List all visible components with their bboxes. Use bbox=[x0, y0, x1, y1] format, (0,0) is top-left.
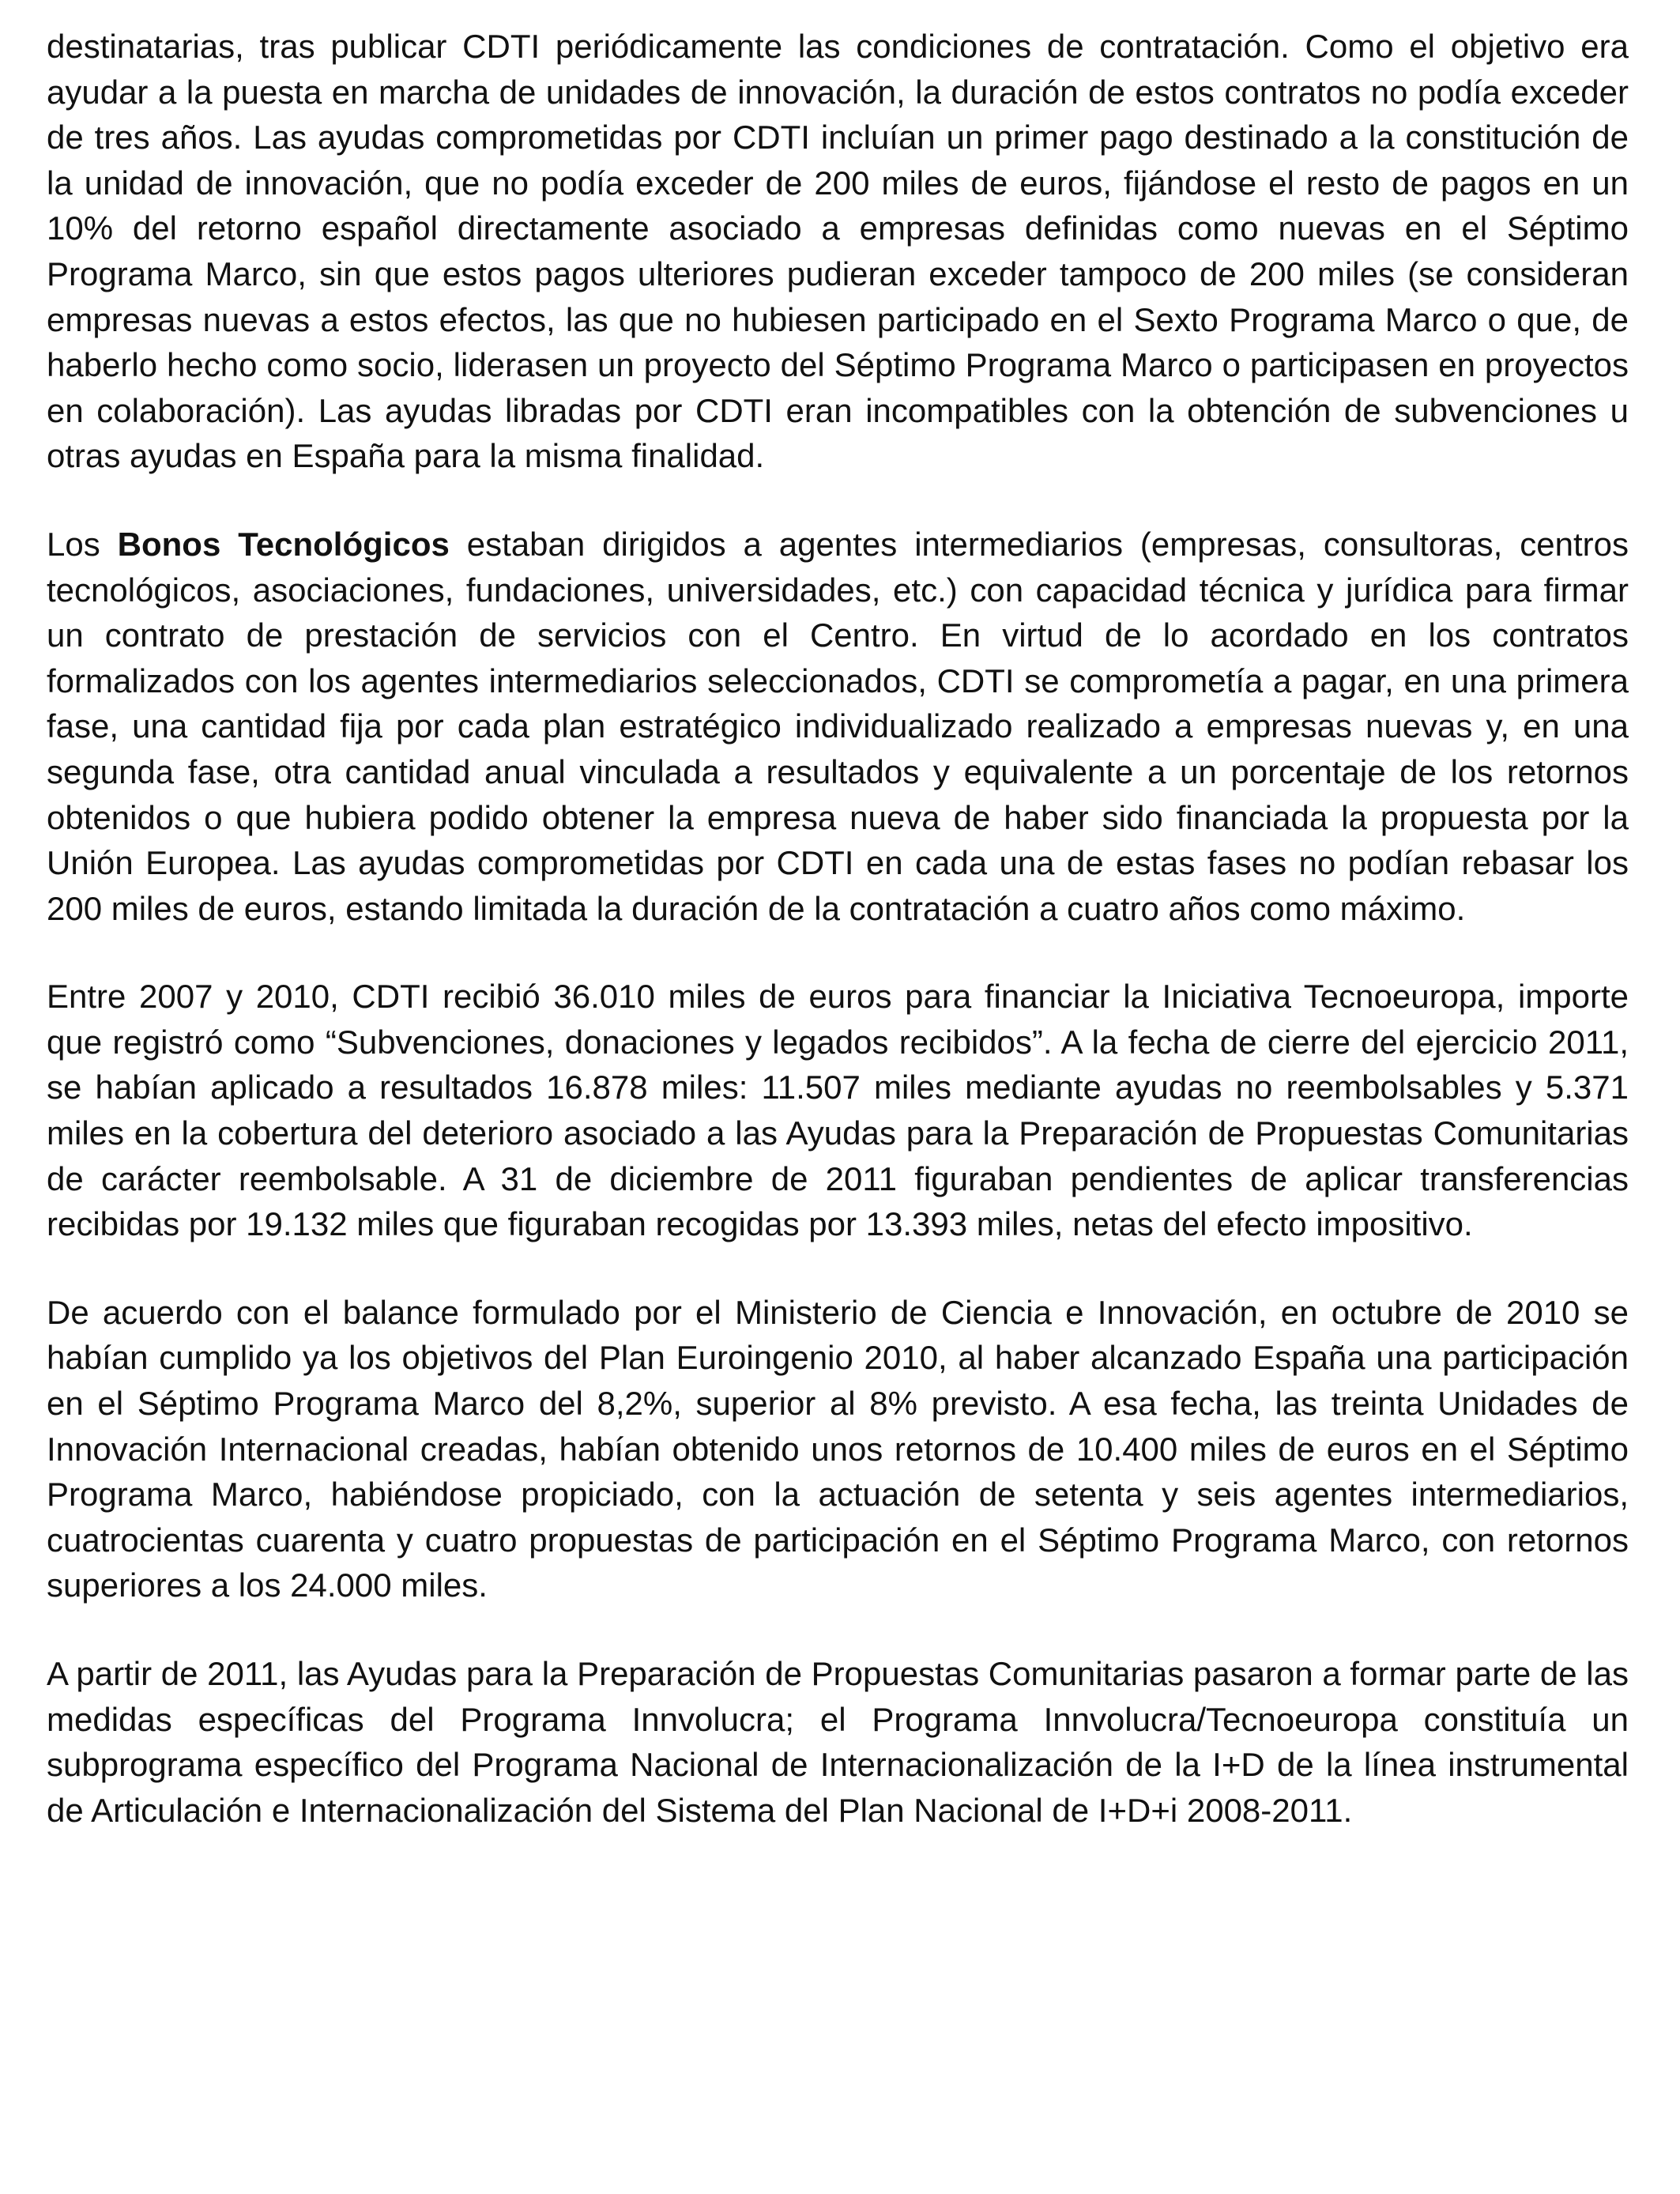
bold-term: Bonos Tecnológicos bbox=[117, 525, 450, 563]
paragraph-text: Entre 2007 y 2010, CDTI recibió 36.010 miles de euros para financiar la Iniciativa Tecnoeuropa, importe que registró como “Subvenciones, donaciones y legados recibidos”. A la fecha de cierre del ejercicio 2011, se habían aplicado a resultados 16.878 miles: 11.507 miles mediante ayudas no reembolsables y 5.371 miles en la cobertura del deterioro asociado a las Ayudas para la Preparación de Propuestas Comunitarias de carácter reembolsable. A 31 de diciembre de 2011 figuraban pendientes de aplicar transferencias recibidas por 19.132 miles que figuraban recogidas por 13.393 miles, netas del efecto impositivo. bbox=[47, 978, 1629, 1243]
paragraph-text: estaban dirigidos a agentes intermediarios (empresas, consultoras, centros tecnológicos, asociaciones, fundaciones, universidades, etc.) con capacidad técnica y jurídica para firmar un contrato de prestación de servicios con el Centro. En virtud de lo acordado en los contratos formalizados con los agentes intermediarios seleccionados, CDTI se comprometía a pagar, en una primera fase, una cantidad fija por cada plan estratégico individualizado realizado a empresas nuevas y, en una segunda fase, otra cantidad anual vinculada a resultados y equivalente a un porcentaje de los retornos obtenidos o que hubiera podido obtener la empresa nueva de haber sido financiada la propuesta por la Unión Europea. Las ayudas comprometidas por CDTI en cada una de estas fases no podían rebasar los 200 miles de euros, estando limitada la duración de la contratación a cuatro años como máximo. bbox=[47, 525, 1629, 927]
paragraph-bonos-tecnologicos bbox=[47, 522, 1629, 931]
paragraph-text: A partir de 2011, las Ayudas para la Preparación de Propuestas Comunitarias pasaron a formar parte de las medidas específicas del Programa Innvolucra; el Programa Innvolucra/Tecnoeuropa constituía un subprograma específico del Programa Nacional de Internacionalización de la I+D de la línea instrumental de Articulación e Internacionalización del Sistema del Plan Nacional de I+D+i 2008-2011. bbox=[47, 1655, 1629, 1829]
paragraph-innvolucra-program bbox=[47, 1651, 1629, 1833]
paragraph-text: De acuerdo con el balance formulado por el Ministerio de Ciencia e Innovación, en octubre de 2010 se habían cumplido ya los objetivos del Plan Euroingenio 2010, al haber alcanzado España una participación en el Séptimo Programa Marco del 8,2%, superior al 8% previsto. A esa fecha, las treinta Unidades de Innovación Internacional creadas, habían obtenido unos retornos de 10.400 miles de euros en el Séptimo Programa Marco, habiéndose propiciado, con la actuación de setenta y seis agentes intermediarios, cuatrocientas cuarenta y cuatro propuestas de participación en el Séptimo Programa Marco, con retornos superiores a los 24.000 miles. bbox=[47, 1293, 1629, 1604]
paragraph-cdti-innovation-units bbox=[47, 24, 1629, 479]
document-page bbox=[47, 24, 1629, 1875]
paragraph-tecnoeuropa-funding bbox=[47, 974, 1629, 1247]
paragraph-lead: Los bbox=[47, 525, 118, 563]
paragraph-text: destinatarias, tras publicar CDTI periódicamente las condiciones de contratación. Como el objetivo era ayudar a la puesta en marcha de unidades de innovación, la duración de estos contratos no podía exceder de tres años. Las ayudas comprometidas por CDTI incluían un primer pago destinado a la constitución de la unidad de innovación, que no podía exceder de 200 miles de euros, fijándose el resto de pagos en un 10% del retorno español directamente asociado a empresas definidas como nuevas en el Séptimo Programa Marco, sin que estos pagos ulteriores pudieran exceder tampoco de 200 miles (se consideran empresas nuevas a estos efectos, las que no hubiesen participado en el Sexto Programa Marco o que, de haberlo hecho como socio, liderasen un proyecto del Séptimo Programa Marco o participasen en proyectos en colaboración). Las ayudas libradas por CDTI eran incompatibles con la obtención de subvenciones u otras ayudas en España para la misma finalidad. bbox=[47, 28, 1629, 475]
paragraph-euroingenio-balance bbox=[47, 1290, 1629, 1608]
